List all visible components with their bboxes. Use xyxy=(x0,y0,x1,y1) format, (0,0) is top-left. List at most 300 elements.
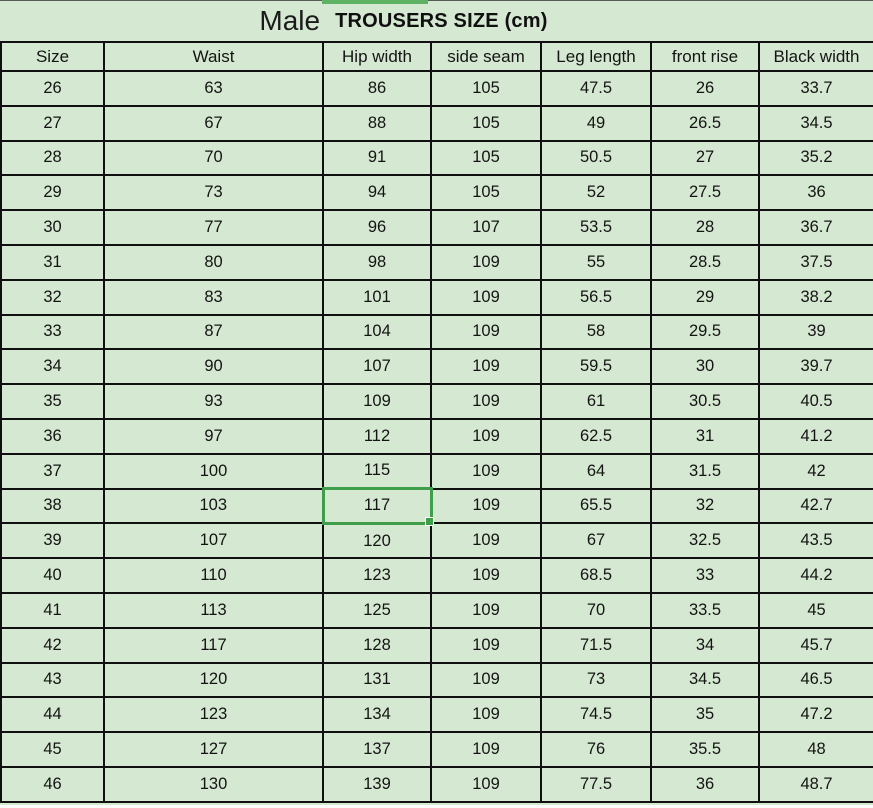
table-cell[interactable] xyxy=(104,628,323,663)
table-cell[interactable] xyxy=(541,245,651,280)
table-row xyxy=(1,489,873,524)
cell-value: 93 xyxy=(204,392,223,411)
table-cell[interactable] xyxy=(104,454,323,489)
table-cell[interactable] xyxy=(431,489,541,524)
cell-value: 35 xyxy=(695,705,715,724)
table-cell[interactable] xyxy=(104,210,323,245)
table-cell[interactable] xyxy=(541,384,651,419)
cell-value: 30.5 xyxy=(688,392,722,411)
table-cell[interactable] xyxy=(1,558,104,593)
table-cell[interactable] xyxy=(1,384,104,419)
cell-value: 45.7 xyxy=(800,635,833,654)
table-cell[interactable] xyxy=(541,175,651,210)
table-cell[interactable] xyxy=(323,141,431,176)
table-cell[interactable] xyxy=(759,141,873,176)
table-cell[interactable] xyxy=(1,663,104,698)
cell-value: 67 xyxy=(204,113,223,132)
table-cell[interactable] xyxy=(1,315,104,350)
table-cell[interactable] xyxy=(323,210,431,245)
table-cell[interactable] xyxy=(759,628,873,663)
table-cell[interactable] xyxy=(1,419,104,454)
cell-value: 98 xyxy=(367,252,387,271)
cell-value: 27 xyxy=(43,113,62,132)
table-cell[interactable] xyxy=(1,628,104,663)
table-title-cell[interactable] xyxy=(0,0,873,41)
table-cell[interactable] xyxy=(323,767,431,802)
cell-value: 107 xyxy=(472,218,500,237)
table-cell[interactable] xyxy=(759,489,873,524)
cell-value: 36 xyxy=(807,183,826,202)
table-cell[interactable] xyxy=(1,71,104,106)
table-cell[interactable] xyxy=(1,210,104,245)
table-row xyxy=(1,697,873,732)
cell-value: 101 xyxy=(363,287,391,306)
table-cell[interactable] xyxy=(323,349,431,384)
table-title xyxy=(259,5,547,37)
cell-value: 70 xyxy=(204,148,223,167)
table-cell[interactable] xyxy=(651,454,759,489)
cell-value: 27.5 xyxy=(688,183,722,202)
cell-value: 123 xyxy=(199,705,228,724)
table-cell[interactable] xyxy=(541,280,651,315)
table-cell[interactable] xyxy=(323,175,431,210)
table-header-row xyxy=(1,42,873,71)
cell-value: 96 xyxy=(367,218,387,237)
table-cell[interactable] xyxy=(104,245,323,280)
table-cell[interactable] xyxy=(104,489,323,524)
column-header-front-rise[interactable]: front rise xyxy=(651,42,759,71)
cell-value: 73 xyxy=(586,670,606,689)
table-cell[interactable] xyxy=(1,141,104,176)
table-cell[interactable] xyxy=(651,767,759,802)
cell-value: 27 xyxy=(695,148,715,167)
cell-value: 56.5 xyxy=(579,287,613,306)
table-cell[interactable] xyxy=(651,732,759,767)
cell-value: 134 xyxy=(363,705,391,724)
table-cell[interactable] xyxy=(759,732,873,767)
cell-value: 42.7 xyxy=(800,496,833,515)
cell-value: 43 xyxy=(43,670,62,689)
table-cell[interactable] xyxy=(651,593,759,628)
table-row xyxy=(1,732,873,767)
cell-value: 109 xyxy=(472,357,500,376)
table-row xyxy=(1,349,873,384)
cell-value: 109 xyxy=(472,322,500,341)
cell-value: 127 xyxy=(199,740,228,759)
table-cell[interactable] xyxy=(541,489,651,524)
cell-value: 43.5 xyxy=(800,531,833,550)
table-cell[interactable] xyxy=(104,280,323,315)
cell-value: 120 xyxy=(363,531,391,550)
table-cell[interactable] xyxy=(431,315,541,350)
table-cell[interactable] xyxy=(541,732,651,767)
cell-value: 38.2 xyxy=(800,287,833,306)
table-cell[interactable] xyxy=(104,419,323,454)
cell-value: 71.5 xyxy=(579,635,613,654)
cell-value: 32 xyxy=(43,287,62,306)
cell-value: 35 xyxy=(43,392,62,411)
table-cell[interactable] xyxy=(323,454,431,489)
cell-value: 30 xyxy=(43,218,62,237)
cell-value: 107 xyxy=(199,531,228,550)
table-cell[interactable] xyxy=(323,106,431,141)
cell-value: 105 xyxy=(472,113,500,132)
cell-value: 62.5 xyxy=(579,426,613,445)
table-row xyxy=(1,628,873,663)
cell-value: 125 xyxy=(363,600,391,619)
cell-value: 109 xyxy=(472,287,500,306)
table-cell[interactable] xyxy=(323,315,431,350)
cell-value: 110 xyxy=(200,566,227,585)
cell-value: 26 xyxy=(43,78,62,97)
cell-value: 128 xyxy=(363,635,391,654)
cell-value: 42 xyxy=(43,635,62,654)
cell-value: 139 xyxy=(363,774,391,793)
table-cell[interactable] xyxy=(651,489,759,524)
table-cell[interactable] xyxy=(1,454,104,489)
table-cell[interactable] xyxy=(431,141,541,176)
table-cell[interactable] xyxy=(759,245,873,280)
column-header-side-seam[interactable]: side seam xyxy=(431,42,541,71)
table-row xyxy=(1,280,873,315)
cell-value: 117 xyxy=(200,635,227,654)
table-cell[interactable] xyxy=(323,628,431,663)
table-cell[interactable] xyxy=(759,175,873,210)
cell-value: 49 xyxy=(586,113,606,132)
column-header-hip-width[interactable]: Hip width xyxy=(323,42,431,71)
table-cell[interactable] xyxy=(323,732,431,767)
table-cell[interactable] xyxy=(323,697,431,732)
table-cell[interactable] xyxy=(759,384,873,419)
table-cell[interactable] xyxy=(541,419,651,454)
cell-value: 39 xyxy=(807,322,826,341)
cell-value: 30 xyxy=(695,357,715,376)
cell-value: 42 xyxy=(807,461,826,480)
cell-value: 109 xyxy=(472,670,500,689)
cell-value: 87 xyxy=(204,322,223,341)
cell-value: 32.5 xyxy=(688,531,722,550)
table-cell[interactable] xyxy=(323,593,431,628)
column-header-waist[interactable]: Waist xyxy=(104,42,323,71)
table-cell[interactable] xyxy=(541,106,651,141)
table-cell[interactable] xyxy=(759,593,873,628)
cell-value: 109 xyxy=(472,566,500,585)
cell-value: 29 xyxy=(695,287,715,306)
cell-value: 130 xyxy=(199,774,228,793)
table-cell[interactable] xyxy=(1,349,104,384)
table-cell[interactable] xyxy=(759,315,873,350)
cell-value: 80 xyxy=(204,252,223,271)
table-cell[interactable] xyxy=(541,349,651,384)
table-cell[interactable] xyxy=(1,767,104,802)
table-cell[interactable] xyxy=(759,663,873,698)
cell-value: 91 xyxy=(367,148,387,167)
cell-value: 55 xyxy=(586,252,606,271)
cell-value: 86 xyxy=(367,78,387,97)
cell-value: 105 xyxy=(472,148,500,167)
table-row xyxy=(1,141,873,176)
table-cell[interactable] xyxy=(323,558,431,593)
table-cell[interactable] xyxy=(104,558,323,593)
table-cell[interactable] xyxy=(323,245,431,280)
cell-value: 36 xyxy=(43,426,62,445)
table-cell[interactable] xyxy=(759,419,873,454)
cell-value: 58 xyxy=(586,322,606,341)
cell-value: 45 xyxy=(807,600,826,619)
table-cell[interactable] xyxy=(1,732,104,767)
column-header-leg-length[interactable]: Leg length xyxy=(541,42,651,71)
table-cell[interactable] xyxy=(431,210,541,245)
table-cell[interactable] xyxy=(104,663,323,698)
cell-value: 32 xyxy=(695,496,715,515)
table-cell[interactable] xyxy=(759,210,873,245)
table-cell[interactable] xyxy=(651,245,759,280)
cell-value: 34.5 xyxy=(688,670,722,689)
table-cell[interactable] xyxy=(431,523,541,558)
table-cell[interactable] xyxy=(541,593,651,628)
cell-value: 28.5 xyxy=(688,252,722,271)
table-cell[interactable] xyxy=(323,384,431,419)
cell-value: 109 xyxy=(472,531,500,550)
table-cell[interactable] xyxy=(431,106,541,141)
cell-value: 40.5 xyxy=(800,392,833,411)
table-cell[interactable] xyxy=(759,697,873,732)
table-cell[interactable] xyxy=(104,593,323,628)
cell-value: 70 xyxy=(586,600,606,619)
table-cell[interactable] xyxy=(431,628,541,663)
table-cell[interactable] xyxy=(651,697,759,732)
cell-value: 29 xyxy=(43,183,62,202)
table-cell[interactable] xyxy=(104,175,323,210)
table-cell[interactable] xyxy=(431,175,541,210)
table-cell[interactable] xyxy=(323,280,431,315)
cell-value: 34 xyxy=(43,357,62,376)
table-cell[interactable] xyxy=(651,141,759,176)
table-cell[interactable] xyxy=(759,349,873,384)
column-header-size[interactable]: Size xyxy=(1,42,104,71)
cell-value: 115 xyxy=(363,461,391,480)
table-cell[interactable] xyxy=(431,454,541,489)
table-cell[interactable] xyxy=(1,175,104,210)
table-cell[interactable] xyxy=(104,384,323,419)
cell-value: 109 xyxy=(472,635,500,654)
table-cell[interactable] xyxy=(651,315,759,350)
cell-value: 77 xyxy=(204,218,223,237)
cell-value: 33 xyxy=(43,322,62,341)
table-cell[interactable] xyxy=(541,628,651,663)
cell-value: 77.5 xyxy=(579,774,613,793)
table-cell[interactable] xyxy=(431,732,541,767)
table-cell[interactable] xyxy=(431,245,541,280)
table-cell[interactable] xyxy=(651,419,759,454)
cell-value: 50.5 xyxy=(579,148,613,167)
table-cell[interactable] xyxy=(104,767,323,802)
cell-value: 74.5 xyxy=(579,705,613,724)
cell-value: 45 xyxy=(43,740,62,759)
table-cell[interactable] xyxy=(651,106,759,141)
cell-value: 28 xyxy=(43,148,62,167)
cell-value: 26.5 xyxy=(688,113,722,132)
table-cell[interactable] xyxy=(541,315,651,350)
table-cell[interactable] xyxy=(1,245,104,280)
cell-value: 97 xyxy=(204,426,223,445)
table-cell[interactable] xyxy=(541,697,651,732)
table-row xyxy=(1,175,873,210)
table-cell[interactable] xyxy=(541,558,651,593)
cell-value: 123 xyxy=(363,566,391,585)
cell-value: 37 xyxy=(43,461,62,480)
table-cell[interactable] xyxy=(759,106,873,141)
table-cell[interactable] xyxy=(1,106,104,141)
cell-value: 44 xyxy=(43,705,62,724)
column-header-black-width[interactable]: Black width xyxy=(759,42,873,71)
cell-value: 112 xyxy=(363,426,391,445)
cell-value: 48.7 xyxy=(800,774,833,793)
cell-value: 90 xyxy=(204,357,223,376)
table-cell[interactable] xyxy=(1,280,104,315)
table-cell[interactable] xyxy=(1,489,104,524)
table-cell[interactable] xyxy=(323,523,431,558)
table-cell[interactable] xyxy=(1,697,104,732)
table-cell[interactable] xyxy=(759,523,873,558)
cell-value: 31.5 xyxy=(688,461,722,480)
table-cell[interactable] xyxy=(104,349,323,384)
table-cell[interactable] xyxy=(1,523,104,558)
cell-value: 26 xyxy=(695,78,715,97)
cell-value: 113 xyxy=(200,600,227,619)
table-cell[interactable] xyxy=(104,315,323,350)
cell-value: 107 xyxy=(363,357,391,376)
table-cell[interactable] xyxy=(431,384,541,419)
cell-value: 109 xyxy=(472,426,500,445)
table-cell[interactable] xyxy=(759,767,873,802)
table-cell[interactable] xyxy=(431,697,541,732)
table-cell[interactable] xyxy=(651,349,759,384)
cell-value: 131 xyxy=(363,670,391,689)
cell-value: 105 xyxy=(472,183,500,202)
cell-value: 68.5 xyxy=(579,566,613,585)
cell-value: 34 xyxy=(695,635,715,654)
table-cell[interactable] xyxy=(651,384,759,419)
table-cell[interactable] xyxy=(431,71,541,106)
table-row xyxy=(1,454,873,489)
table-row xyxy=(1,767,873,802)
cell-value: 52 xyxy=(586,183,606,202)
cell-value: 104 xyxy=(363,322,391,341)
cell-value: 65.5 xyxy=(579,496,613,515)
table-cell[interactable] xyxy=(431,558,541,593)
table-row xyxy=(1,71,873,106)
cell-value: 46.5 xyxy=(800,670,833,689)
cell-value: 73 xyxy=(204,183,223,202)
table-cell[interactable] xyxy=(651,663,759,698)
table-cell[interactable] xyxy=(431,593,541,628)
table-cell[interactable] xyxy=(651,558,759,593)
table-cell[interactable] xyxy=(431,419,541,454)
table-cell[interactable] xyxy=(104,523,323,558)
cell-value: 47.2 xyxy=(800,705,833,724)
table-row xyxy=(1,558,873,593)
table-cell[interactable] xyxy=(104,141,323,176)
cell-value: 33.7 xyxy=(800,78,833,97)
table-cell[interactable] xyxy=(541,454,651,489)
table-cell[interactable] xyxy=(651,523,759,558)
table-cell[interactable] xyxy=(104,732,323,767)
cell-value: 103 xyxy=(199,496,228,515)
table-cell[interactable] xyxy=(1,593,104,628)
cell-value: 37.5 xyxy=(800,252,833,271)
cell-value: 117 xyxy=(363,496,391,515)
cell-value: 29.5 xyxy=(688,322,722,341)
cell-value: 36.7 xyxy=(800,218,833,237)
cell-value: 40 xyxy=(43,566,62,585)
table-cell[interactable] xyxy=(431,280,541,315)
table-cell[interactable] xyxy=(541,210,651,245)
cell-value: 109 xyxy=(472,252,500,271)
cell-value: 64 xyxy=(586,461,606,480)
table-row xyxy=(1,523,873,558)
cell-value: 36 xyxy=(695,774,715,793)
cell-value: 28 xyxy=(695,218,715,237)
table-cell[interactable] xyxy=(759,280,873,315)
table-cell[interactable] xyxy=(104,71,323,106)
table-cell[interactable] xyxy=(651,628,759,663)
table-cell[interactable] xyxy=(759,558,873,593)
table-cell[interactable] xyxy=(759,71,873,106)
table-cell[interactable] xyxy=(323,419,431,454)
cell-value: 109 xyxy=(472,461,500,480)
table-cell[interactable] xyxy=(323,71,431,106)
cell-value: 83 xyxy=(204,287,223,306)
table-row xyxy=(1,315,873,350)
table-cell[interactable] xyxy=(759,454,873,489)
table-cell[interactable] xyxy=(541,767,651,802)
cell-value: 120 xyxy=(199,670,228,689)
sheet-top-border xyxy=(0,0,873,1)
table-cell[interactable] xyxy=(541,663,651,698)
cell-value: 109 xyxy=(363,392,391,411)
cell-value: 63 xyxy=(204,78,223,97)
cell-value: 46 xyxy=(43,774,62,793)
table-cell[interactable] xyxy=(431,349,541,384)
table-cell[interactable] xyxy=(651,175,759,210)
table-cell[interactable] xyxy=(431,767,541,802)
table-cell[interactable] xyxy=(541,71,651,106)
cell-value: 39.7 xyxy=(800,357,833,376)
fill-handle[interactable] xyxy=(425,517,434,526)
table-cell[interactable] xyxy=(104,697,323,732)
table-cell[interactable] xyxy=(431,663,541,698)
table-cell[interactable] xyxy=(541,523,651,558)
table-row xyxy=(1,245,873,280)
selected-cell[interactable] xyxy=(323,489,431,524)
cell-value: 53.5 xyxy=(579,218,613,237)
table-cell[interactable] xyxy=(651,280,759,315)
table-cell[interactable] xyxy=(651,210,759,245)
size-table xyxy=(0,41,873,803)
selected-column-indicator xyxy=(322,0,428,4)
cell-value: 48 xyxy=(807,740,826,759)
table-cell[interactable] xyxy=(651,71,759,106)
title-gender-label: Male xyxy=(259,5,321,36)
table-cell[interactable] xyxy=(104,106,323,141)
table-cell[interactable] xyxy=(541,141,651,176)
cell-value: 31 xyxy=(695,426,715,445)
table-cell[interactable] xyxy=(323,663,431,698)
table-row xyxy=(1,210,873,245)
cell-value: 109 xyxy=(472,496,501,515)
table-row xyxy=(1,663,873,698)
